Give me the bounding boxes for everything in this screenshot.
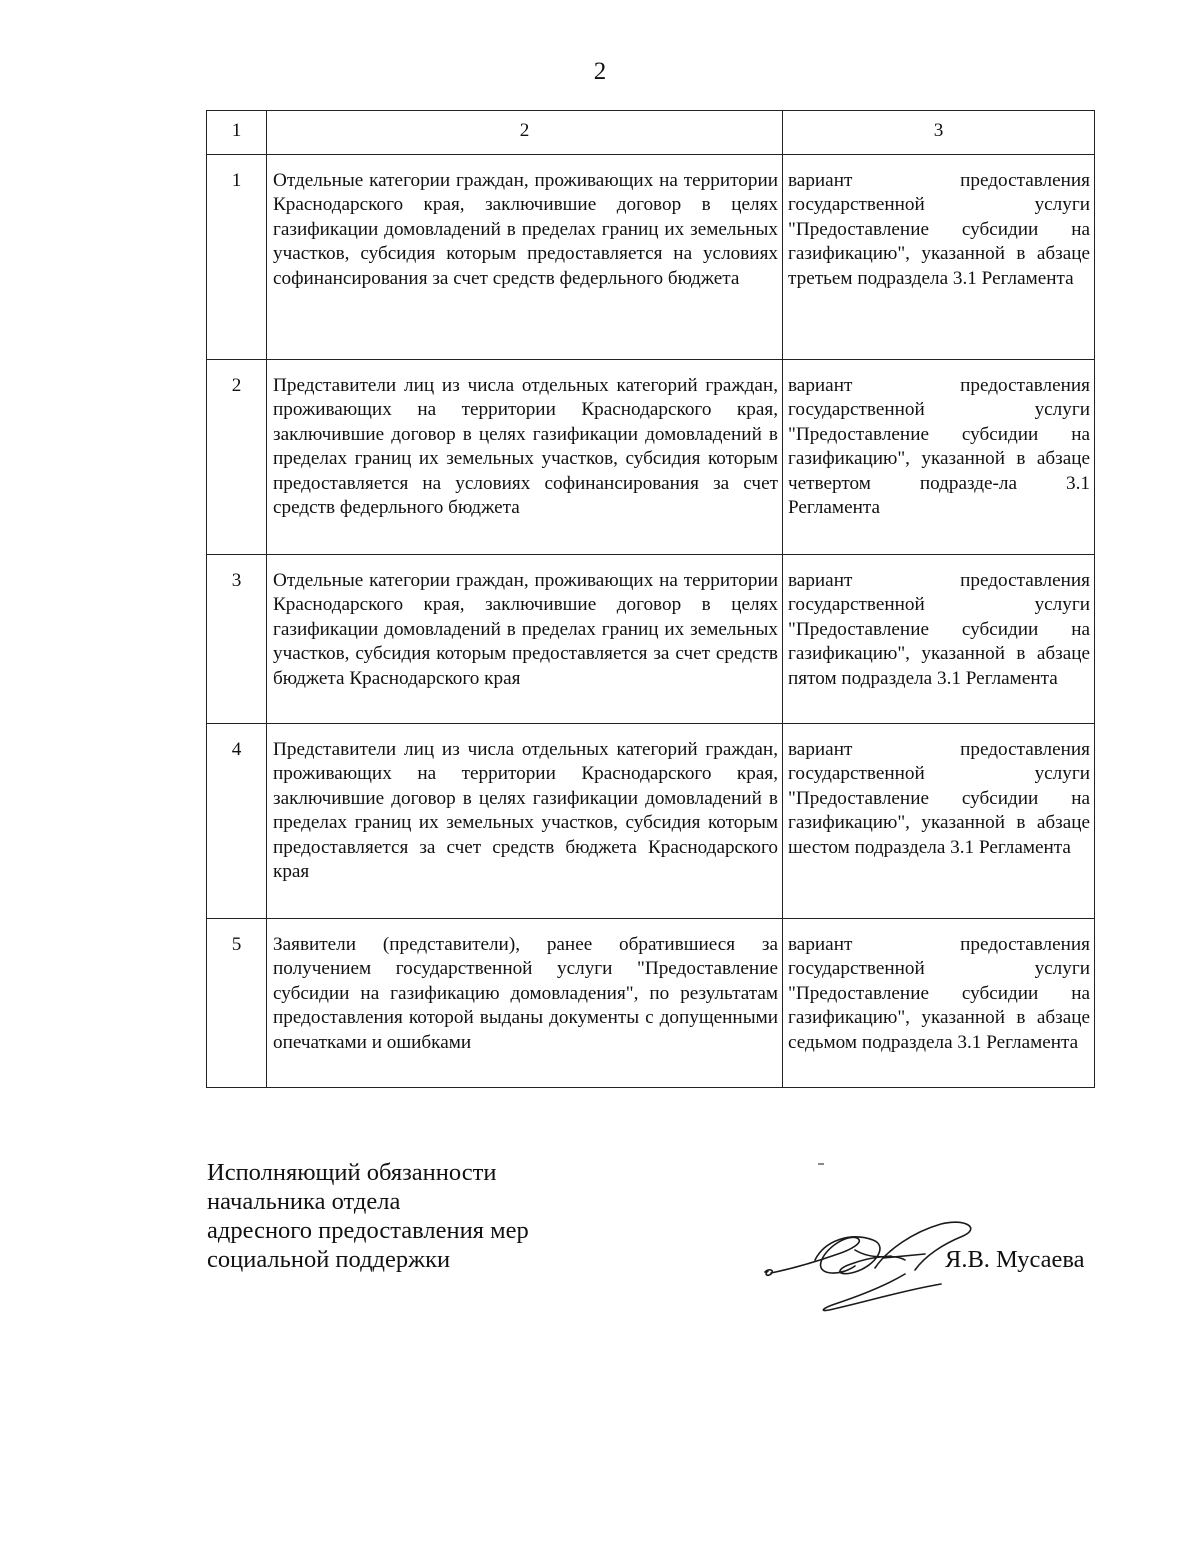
row-number: 4 — [207, 723, 267, 918]
applicant-category: Заявители (представители), ранее обратившиеся за получением государственной услуги "Предоставление субсидии на газификацию домовладения", по результатам предоставления которой выданы документы с допущенными опечатками и ошибками — [267, 918, 783, 1087]
row-number: 5 — [207, 918, 267, 1087]
signer-position — [207, 1158, 529, 1274]
page-number: 2 — [593, 58, 607, 85]
signer-position-line: начальника отдела — [207, 1188, 401, 1215]
applicant-category: Отдельные категории граждан, проживающих на территории Краснодарского края, заключившие договор в целях газификации домовладений в пределах границ их земельных участков, субсидия которым предоставляется на условиях софинансирования за счет средств федерльного бюджета — [267, 154, 783, 359]
scan-mark — [818, 1163, 824, 1165]
header-cell-2: 2 — [267, 111, 783, 155]
table-row — [207, 154, 1095, 359]
signer-position-line: адресного предоставления мер — [207, 1217, 529, 1244]
table-row — [207, 918, 1095, 1087]
row-number: 1 — [207, 154, 267, 359]
applicant-category: Отдельные категории граждан, проживающих на территории Краснодарского края, заключившие договор в целях газификации домовладений в пределах границ их земельных участков, субсидия которым предоставляется за счет средств бюджета Краснодарского края — [267, 554, 783, 723]
service-variant: вариант предоставления государственной услуги "Предоставление субсидии на газификацию", указанной в абзаце шестом подраздела 3.1 Регламента — [783, 723, 1095, 918]
service-variant: вариант предоставления государственной услуги "Предоставление субсидии на газификацию", указанной в абзаце седьмом подраздела 3.1 Регламента — [783, 918, 1095, 1087]
signer-name: Я.В. Мусаева — [945, 1246, 1085, 1273]
header-cell-1: 1 — [207, 111, 267, 155]
table-row — [207, 554, 1095, 723]
services-variants-table — [206, 110, 1095, 1088]
row-number: 2 — [207, 359, 267, 554]
table-header-row — [207, 111, 1095, 155]
service-variant: вариант предоставления государственной услуги "Предоставление субсидии на газификацию", указанной в абзаце пятом подраздела 3.1 Регламента — [783, 554, 1095, 723]
row-number: 3 — [207, 554, 267, 723]
header-cell-3: 3 — [783, 111, 1095, 155]
signer-position-line: Исполняющий обязанности — [207, 1159, 497, 1186]
service-variant: вариант предоставления государственной услуги "Предоставление субсидии на газификацию", указанной в абзаце третьем подраздела 3.1 Регламента — [783, 154, 1095, 359]
service-variant: вариант предоставления государственной услуги "Предоставление субсидии на газификацию", указанной в абзаце четвертом подразде-ла 3.1 Регламента — [783, 359, 1095, 554]
table-row — [207, 723, 1095, 918]
table-row — [207, 359, 1095, 554]
applicant-category: Представители лиц из числа отдельных категорий граждан, проживающих на территории Краснодарского края, заключившие договор в целях газификации домовладений в пределах границ их земельных участков, субсидия которым предоставляется за счет средств бюджета Краснодарского края — [267, 723, 783, 918]
applicant-category: Представители лиц из числа отдельных категорий граждан, проживающих на территории Краснодарского края, заключившие договор в целях газификации домовладений в пределах границ их земельных участков, субсидия которым предоставляется на условиях софинансирования за счет средств федерльного бюджета — [267, 359, 783, 554]
signer-position-line: социальной поддержки — [207, 1246, 451, 1273]
